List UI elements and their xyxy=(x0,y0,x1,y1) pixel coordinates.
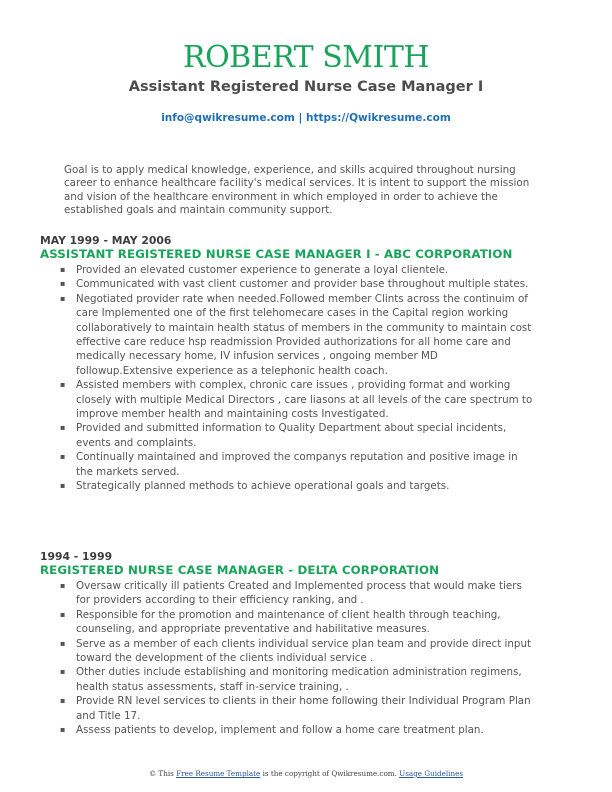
list-item: ▪ Other duties include establishing and monitoring medication administration regimens, health status assessments, staff in-service training, . xyxy=(60,666,522,693)
website-link[interactable]: https://Qwikresume.com xyxy=(305,112,451,124)
list-item: ▪ Provided and submitted information to Quality Department about special incidents, events and complaints. xyxy=(60,422,507,449)
candidate-title: Assistant Registered Nurse Case Manager I xyxy=(128,79,484,95)
list-item: ▪ Assess patients to develop, implement and follow a home care treatment plan. xyxy=(60,724,484,737)
email-link[interactable]: info@qwikresume.com xyxy=(161,112,295,124)
free-resume-template-link[interactable]: Free Resume Template xyxy=(176,769,261,778)
usage-guidelines-link[interactable]: Usage Guidelines xyxy=(399,769,464,778)
bullet-icon: ▪ xyxy=(60,609,66,619)
list-item: ▪ Continually maintained and improved the companys reputation and positive image in the markets served. xyxy=(60,451,518,478)
job-bullets xyxy=(40,263,580,494)
summary-paragraph: Goal is to apply medical knowledge, experience, and skills acquired throughout nursing career to enhance healthcare facility's medical services. It is intent to support the mission and vision of the healthcare environment in which employed in order to achieve the established goals and maintain community support. xyxy=(64,164,530,216)
experience-entry-1 xyxy=(40,234,580,494)
job-role: REGISTERED NURSE CASE MANAGER - DELTA CORPORATION xyxy=(40,563,440,577)
candidate-name: ROBERT SMITH xyxy=(182,40,430,75)
bullet-icon: ▪ xyxy=(60,279,66,289)
contact-separator: | xyxy=(298,112,303,124)
job-bullets xyxy=(40,579,580,737)
job-dates: 1994 - 1999 xyxy=(40,550,113,563)
list-item: ▪ Assisted members with complex, chronic care issues , providing format and working closely with multiple Medical Directors , care liasons at all levels of the care spectrum to improve member health and maintaining costs Investigated. xyxy=(60,379,533,421)
contact-line xyxy=(0,110,612,126)
bullet-icon: ▪ xyxy=(60,265,66,274)
footer-copyright: © This Free Resume Template is the copyright of Qwikresume.com. Usage Guidelines xyxy=(148,769,464,778)
list-item: ▪ Serve as a member of each clients individual service plan team and provide direct input toward the development of the clients individual service . xyxy=(60,637,532,665)
bullet-icon: ▪ xyxy=(60,667,66,677)
job-dates: MAY 1999 - MAY 2006 xyxy=(40,234,172,247)
experience-entry-2 xyxy=(40,550,580,737)
list-item: ▪ Responsible for the promotion and maintenance of client health through teaching, counseling, and appropriate preventative and habilitative measures. xyxy=(60,608,501,636)
bullet-icon: ▪ xyxy=(60,696,66,706)
bullet-icon: ▪ xyxy=(60,481,66,491)
list-item: ▪ Provided an elevated customer experience to generate a loyal clientele. xyxy=(60,264,449,276)
list-item: ▪ Negotiated provider rate when needed.Followed member Clints across the continuim of care Implemented one of the first telehomecare cases in the Capital region working collaboratively to maintain health status of members in the community to maintain cost effective care reduce hsp readmission Provided authorizations for all home care and medically necessary home, IV infusion services , ongoing member MD followup.Extensive experience as a telephonic health coach. xyxy=(60,292,532,377)
bullet-icon: ▪ xyxy=(60,293,66,303)
bullet-icon: ▪ xyxy=(60,452,66,462)
list-item: ▪ Oversaw critically ill patients Created and Implemented process that would make tiers for providers according to their efficiency ranking, and . xyxy=(60,580,522,607)
bullet-icon: ▪ xyxy=(60,380,66,390)
bullet-icon: ▪ xyxy=(60,725,66,735)
job-role: ASSISTANT REGISTERED NURSE CASE MANAGER I - ABC CORPORATION xyxy=(40,247,513,261)
list-item: ▪ Strategically planned methods to achieve operational goals and targets. xyxy=(60,480,450,493)
list-item: ▪ Provide RN level services to clients in their home following their Individual Program Plan and Title 17. xyxy=(60,695,531,722)
bullet-icon: ▪ xyxy=(60,423,66,433)
bullet-icon: ▪ xyxy=(60,581,66,590)
bullet-icon: ▪ xyxy=(60,638,66,648)
list-item: ▪ Communicated with vast client customer and provider base throughout multiple states. xyxy=(60,278,529,291)
